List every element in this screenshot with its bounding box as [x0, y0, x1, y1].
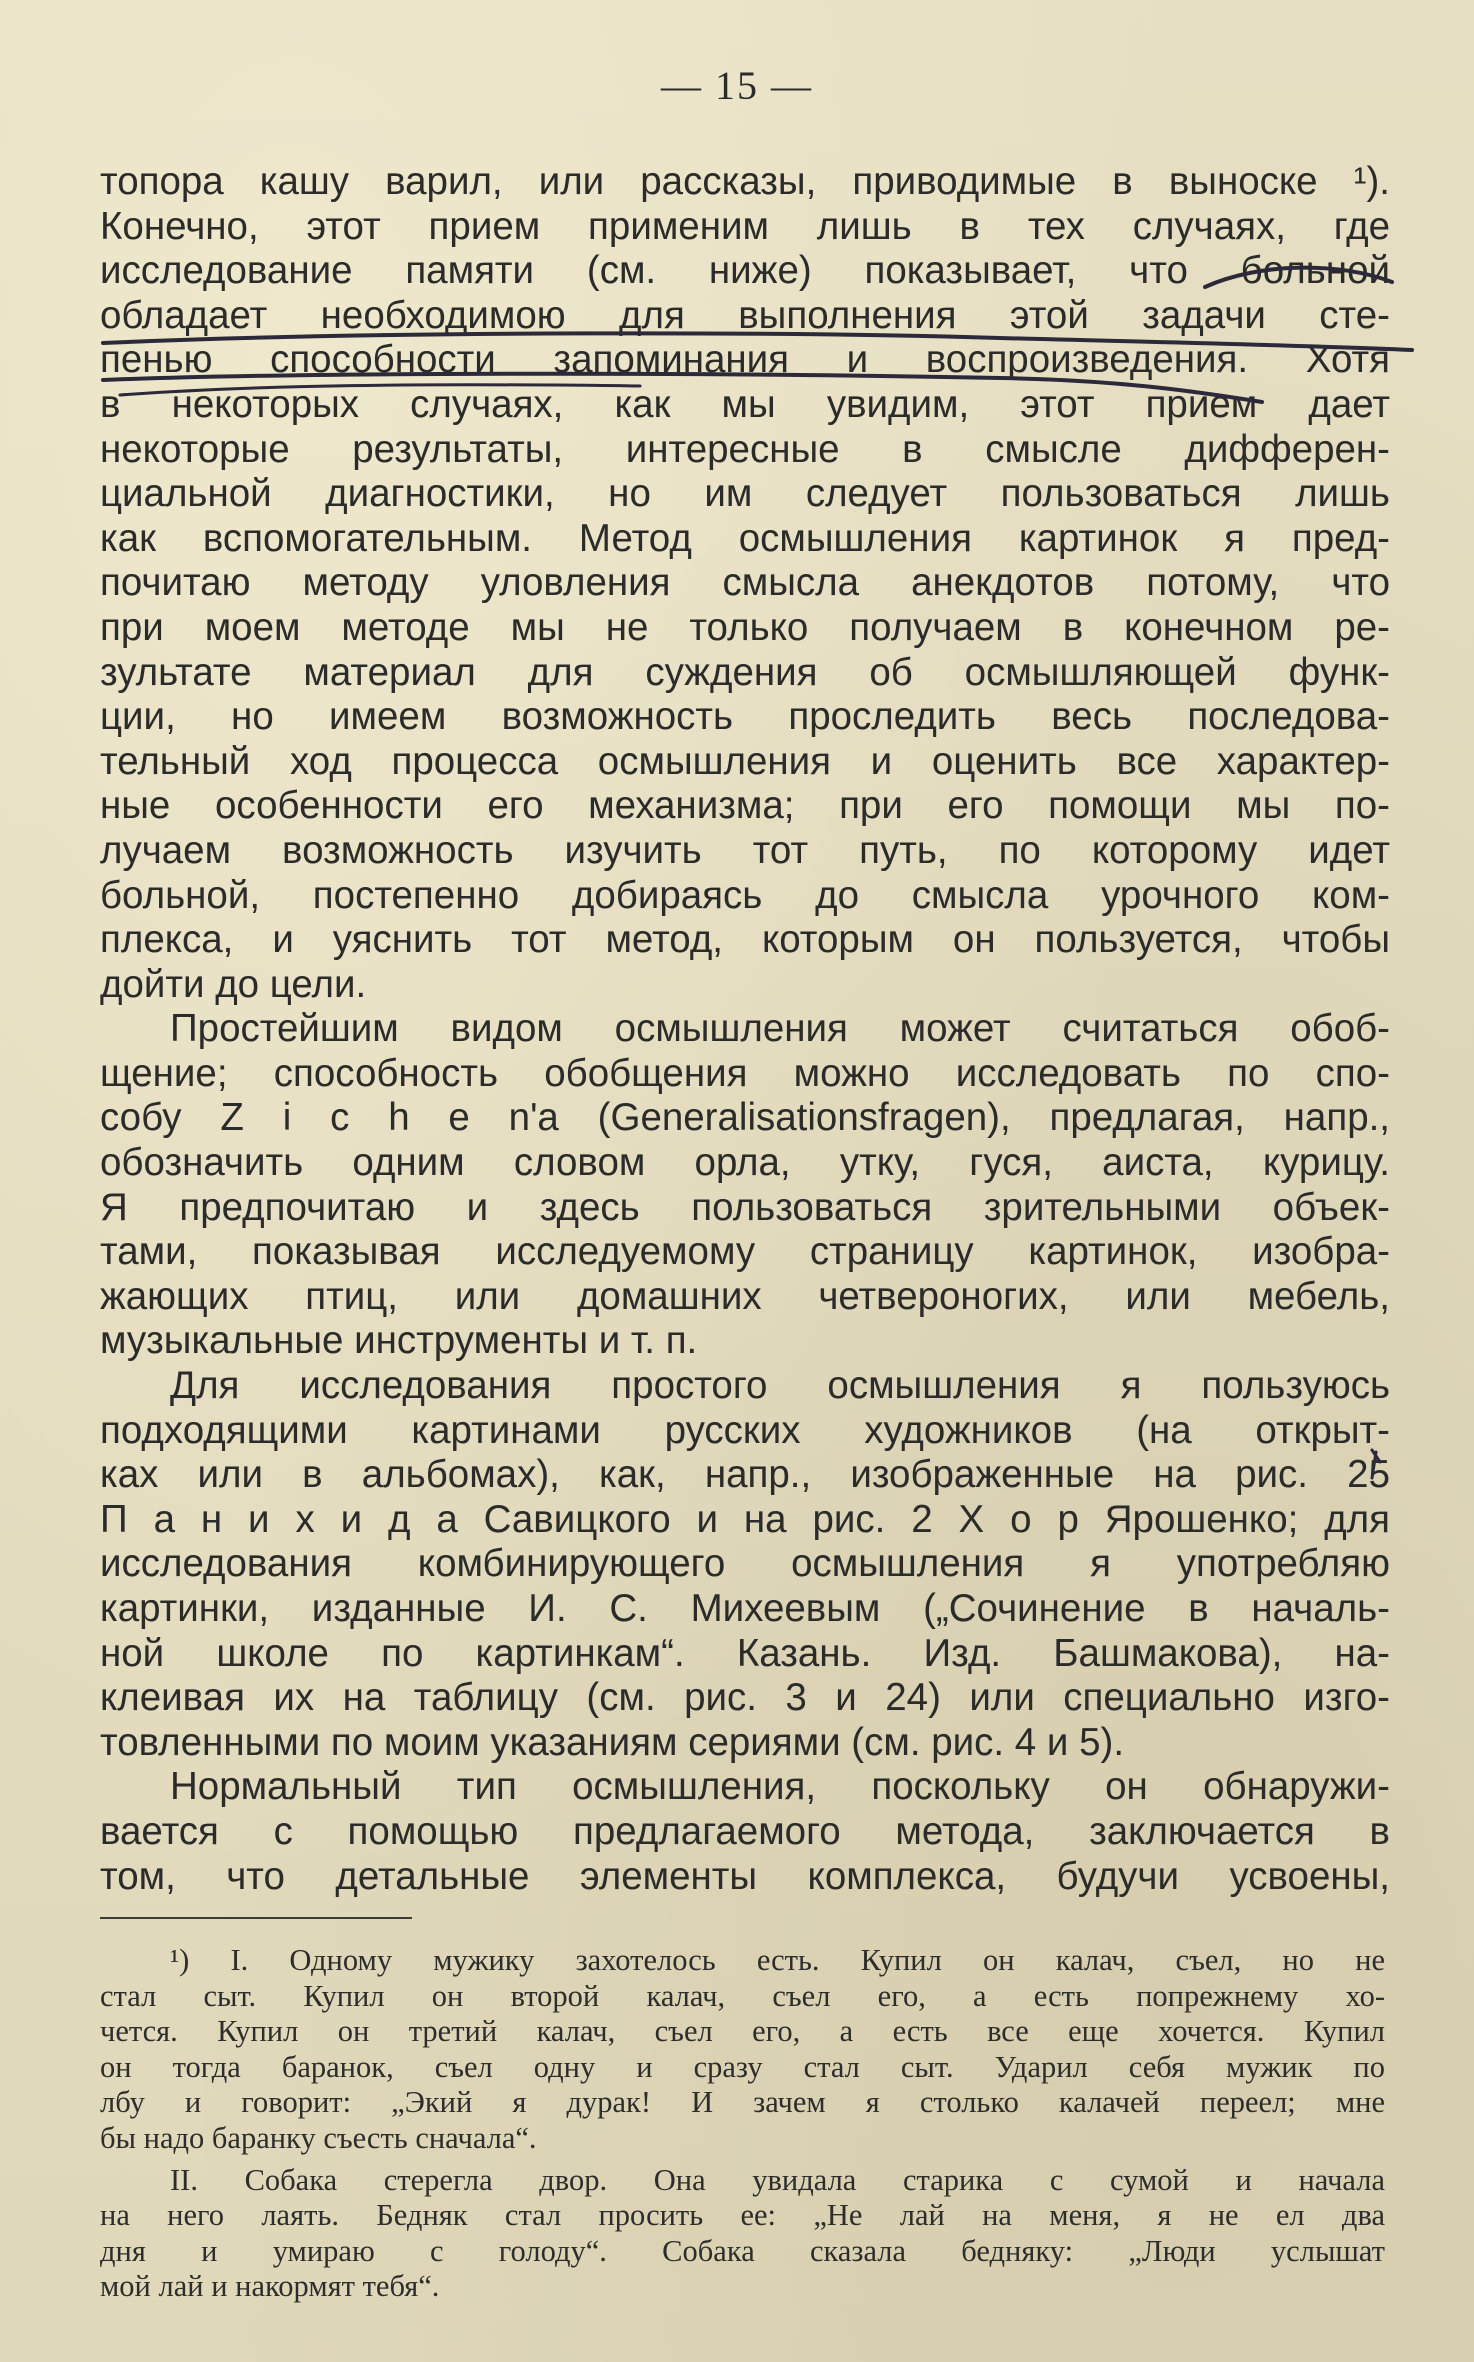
- text-line: товленными по моим указаниям сериями (см. рис. 4 и 5).: [100, 1720, 1125, 1764]
- footnote-line: стал сыт. Купил он второй калач, съел его, а есть попрежнему хо-: [100, 1978, 1385, 2013]
- footnote-line: II. Собака стерегла двор. Она увидала старика с сумой и начала: [170, 2162, 1385, 2197]
- text-line: ции, но имеем возможность проследить весь последова-: [100, 695, 1390, 739]
- text-line: ной школе по картинкам“. Казань. Изд. Башмакова), на-: [100, 1631, 1390, 1675]
- text-line: ках или в альбомах), как, напр., изображенные на рис. 25: [100, 1453, 1390, 1497]
- paragraph-start-line: Нормальный тип осмышления, поскольку он обнаружи-: [170, 1765, 1390, 1809]
- text-line: лучаем возможность изучить тот путь, по которому идет: [100, 828, 1390, 872]
- text-line: как вспомогательным. Метод осмышления картинок я пред-: [100, 516, 1390, 560]
- text-line: тельный ход процесса осмышления и оценить все характер-: [100, 739, 1390, 783]
- text-line: некоторые результаты, интересные в смысле дифферен-: [100, 427, 1390, 471]
- page-number: — 15 —: [661, 63, 813, 108]
- footnote-line: лбу и говорит: „Экий я дурак! И зачем я столько калачей переел; мне: [100, 2085, 1385, 2120]
- text-line: топора кашу варил, или рассказы, приводимые в выноске ¹).: [100, 160, 1390, 203]
- text-line: Конечно, этот прием применим лишь в тех случаях, где: [100, 204, 1390, 248]
- footnote-divider: [100, 1917, 412, 1919]
- footnotes: [100, 1943, 1385, 2305]
- footnote-line: чется. Купил он третий калач, съел его, а есть все еще хочется. Купил: [100, 2014, 1385, 2049]
- footnote-line: дня и умираю с голоду“. Собака сказала бедняку: „Люди услышат: [100, 2233, 1385, 2268]
- text-line: тами, показывая исследуемому страницу картинок, изобра-: [100, 1230, 1390, 1274]
- text-line: исследование памяти (см. ниже) показывает, что больной: [100, 249, 1390, 293]
- footnote-line: на него лаять. Бедняк стал просить ее: „Не лай на меня, я не ел два: [100, 2198, 1385, 2233]
- footnote-line: он тогда баранок, съел одну и сразу стал сыт. Ударил себя мужик по: [100, 2049, 1385, 2084]
- text-line: П а н и х и д а Савицкого и на рис. 2 Х о р Ярошенко; для: [100, 1497, 1390, 1541]
- text-line: в некоторых случаях, как мы увидим, этот прием дает: [100, 382, 1390, 426]
- main-text: [100, 160, 1390, 1899]
- text-line: щение; способность обобщения можно исследовать по спо-: [100, 1051, 1390, 1095]
- text-line: ные особенности его механизма; при его помощи мы по-: [100, 784, 1390, 828]
- text-line: почитаю методу уловления смысла анекдотов потому, что: [100, 561, 1390, 605]
- text-line: картинки, изданные И. С. Михеевым („Сочинение в началь-: [100, 1587, 1390, 1630]
- text-line: жающих птиц, или домашних четвероногих, или мебель,: [100, 1274, 1390, 1318]
- footnote-line: ¹) I. Одному мужику захотелось есть. Купил он калач, съел, но не: [170, 1943, 1385, 1977]
- text-line: зультате материал для суждения об осмышляющей функ-: [100, 650, 1390, 694]
- text-line: циальной диагностики, но им следует пользоваться лишь: [100, 472, 1390, 516]
- text-line: пенью способности запоминания и воспроизведения. Хотя: [100, 338, 1390, 382]
- text-line: том, что детальные элементы комплекса, будучи усвоены,: [100, 1854, 1390, 1898]
- footnote-line: мой лай и накормят тебя“.: [100, 2269, 440, 2304]
- text-line: при моем методе мы не только получаем в конечном ре-: [100, 605, 1390, 649]
- text-line: подходящими картинами русских художников (на открыт-: [100, 1408, 1390, 1452]
- text-line: вается с помощью предлагаемого метода, заключается в: [100, 1809, 1390, 1853]
- paragraph-start-line: Простейшим видом осмышления может считаться обоб-: [170, 1007, 1390, 1051]
- text-line: больной, постепенно добираясь до смысла урочного ком-: [100, 873, 1390, 917]
- text-line: исследования комбинирующего осмышления я употребляю: [100, 1542, 1390, 1586]
- text-line: дойти до цели.: [100, 962, 367, 1006]
- footnote-line: бы надо баранку съесть сначала“.: [100, 2120, 537, 2155]
- text-line: обладает необходимою для выполнения этой задачи сте-: [100, 293, 1390, 337]
- text-line: музыкальные инструменты и т. п.: [100, 1319, 698, 1363]
- text-line: обозначить одним словом орла, утку, гуся, аиста, курицу.: [100, 1141, 1390, 1185]
- paragraph-start-line: Для исследования простого осмышления я пользуюсь: [170, 1364, 1390, 1408]
- text-line: Я предпочитаю и здесь пользоваться зрительными объек-: [100, 1185, 1390, 1229]
- text-line: собу Z i c h e n'a (Generalisationsfragen), предлагая, напр.,: [100, 1096, 1390, 1140]
- text-line: плекса, и уяснить тот метод, которым он пользуется, чтобы: [100, 918, 1390, 962]
- text-line: клеивая их на таблицу (см. рис. 3 и 24) или специально изго-: [100, 1676, 1390, 1720]
